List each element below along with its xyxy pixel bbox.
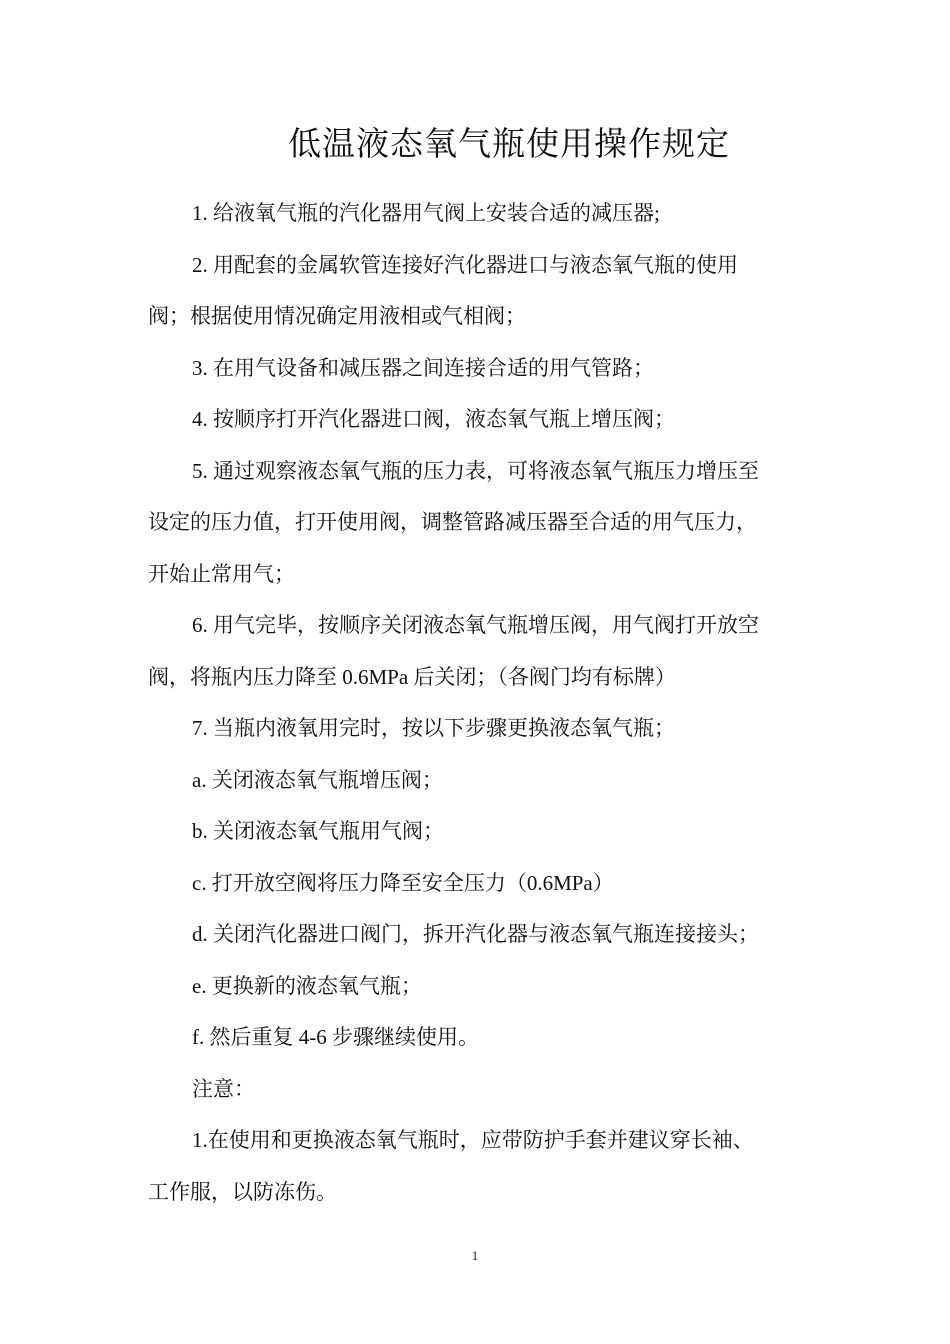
document-body	[148, 188, 808, 1218]
step-e	[148, 961, 808, 1013]
paragraph-line: 1. 给液氧气瓶的汽化器用气阀上安装合适的减压器;	[192, 201, 660, 225]
paragraph-line: 6. 用气完毕，按顺序关闭液态氧气瓶增压阀，用气阀打开放空	[192, 613, 759, 637]
step-c	[148, 858, 808, 910]
paragraph-line: b. 关闭液态氧气瓶用气阀；	[192, 819, 444, 843]
document-title: 低温液态氧气瓶使用操作规定	[288, 124, 730, 163]
paragraph-5	[148, 446, 808, 601]
paragraph-line: a. 关闭液态氧气瓶增压阀；	[192, 767, 443, 792]
paragraph-line: 4. 按顺序打开汽化器进口阀，液态氧气瓶上增压阀；	[192, 407, 675, 431]
step-b	[148, 806, 808, 858]
step-a	[148, 755, 808, 807]
paragraph-line: d. 关闭汽化器进口阀门，拆开汽化器与液态氧气瓶连接接头；	[192, 922, 759, 946]
step-f	[148, 1012, 808, 1064]
paragraph-line: 设定的压力值，打开使用阀，调整管路减压器至合适的用气压力，	[148, 510, 757, 534]
paragraph-line: 3. 在用气设备和减压器之间连接合适的用气管路；	[192, 355, 654, 380]
paragraph-line: 2. 用配套的金属软管连接好汽化器进口与液态氧气瓶的使用	[192, 252, 738, 277]
paragraph-line: e. 更换新的液态氧气瓶；	[192, 973, 422, 998]
note-heading	[148, 1064, 808, 1116]
note-1	[148, 1115, 808, 1218]
paragraph-7	[148, 703, 808, 755]
paragraph-line: 开始止常用气；	[148, 561, 295, 586]
paragraph-2	[148, 240, 808, 343]
page-number: 1	[471, 1248, 479, 1263]
paragraph-1	[148, 188, 808, 240]
paragraph-6	[148, 600, 808, 703]
paragraph-line: 注意：	[192, 1076, 255, 1101]
step-d	[148, 909, 808, 961]
paragraph-line: 7. 当瓶内液氧用完时，按以下步骤更换液态氧气瓶；	[192, 716, 675, 740]
paragraph-line: c. 打开放空阀将压力降至安全压力（0.6MPa）	[192, 870, 614, 895]
paragraph-line: 1.在使用和更换液态氧气瓶时，应带防护手套并建议穿长袖、	[192, 1128, 754, 1152]
paragraph-line: 阀；根据使用情况确定用液相或气相阀；	[148, 304, 526, 328]
paragraph-line: f. 然后重复 4-6 步骤继续使用。	[192, 1025, 479, 1049]
paragraph-line: 阀，将瓶内压力降至 0.6MPa 后关闭；（各阀门均有标牌）	[148, 664, 676, 689]
paragraph-4	[148, 394, 808, 446]
paragraph-line: 工作服，以防冻伤。	[148, 1179, 337, 1204]
paragraph-line: 5. 通过观察液态氧气瓶的压力表，可将液态氧气瓶压力增压至	[192, 458, 759, 483]
paragraph-3	[148, 343, 808, 395]
